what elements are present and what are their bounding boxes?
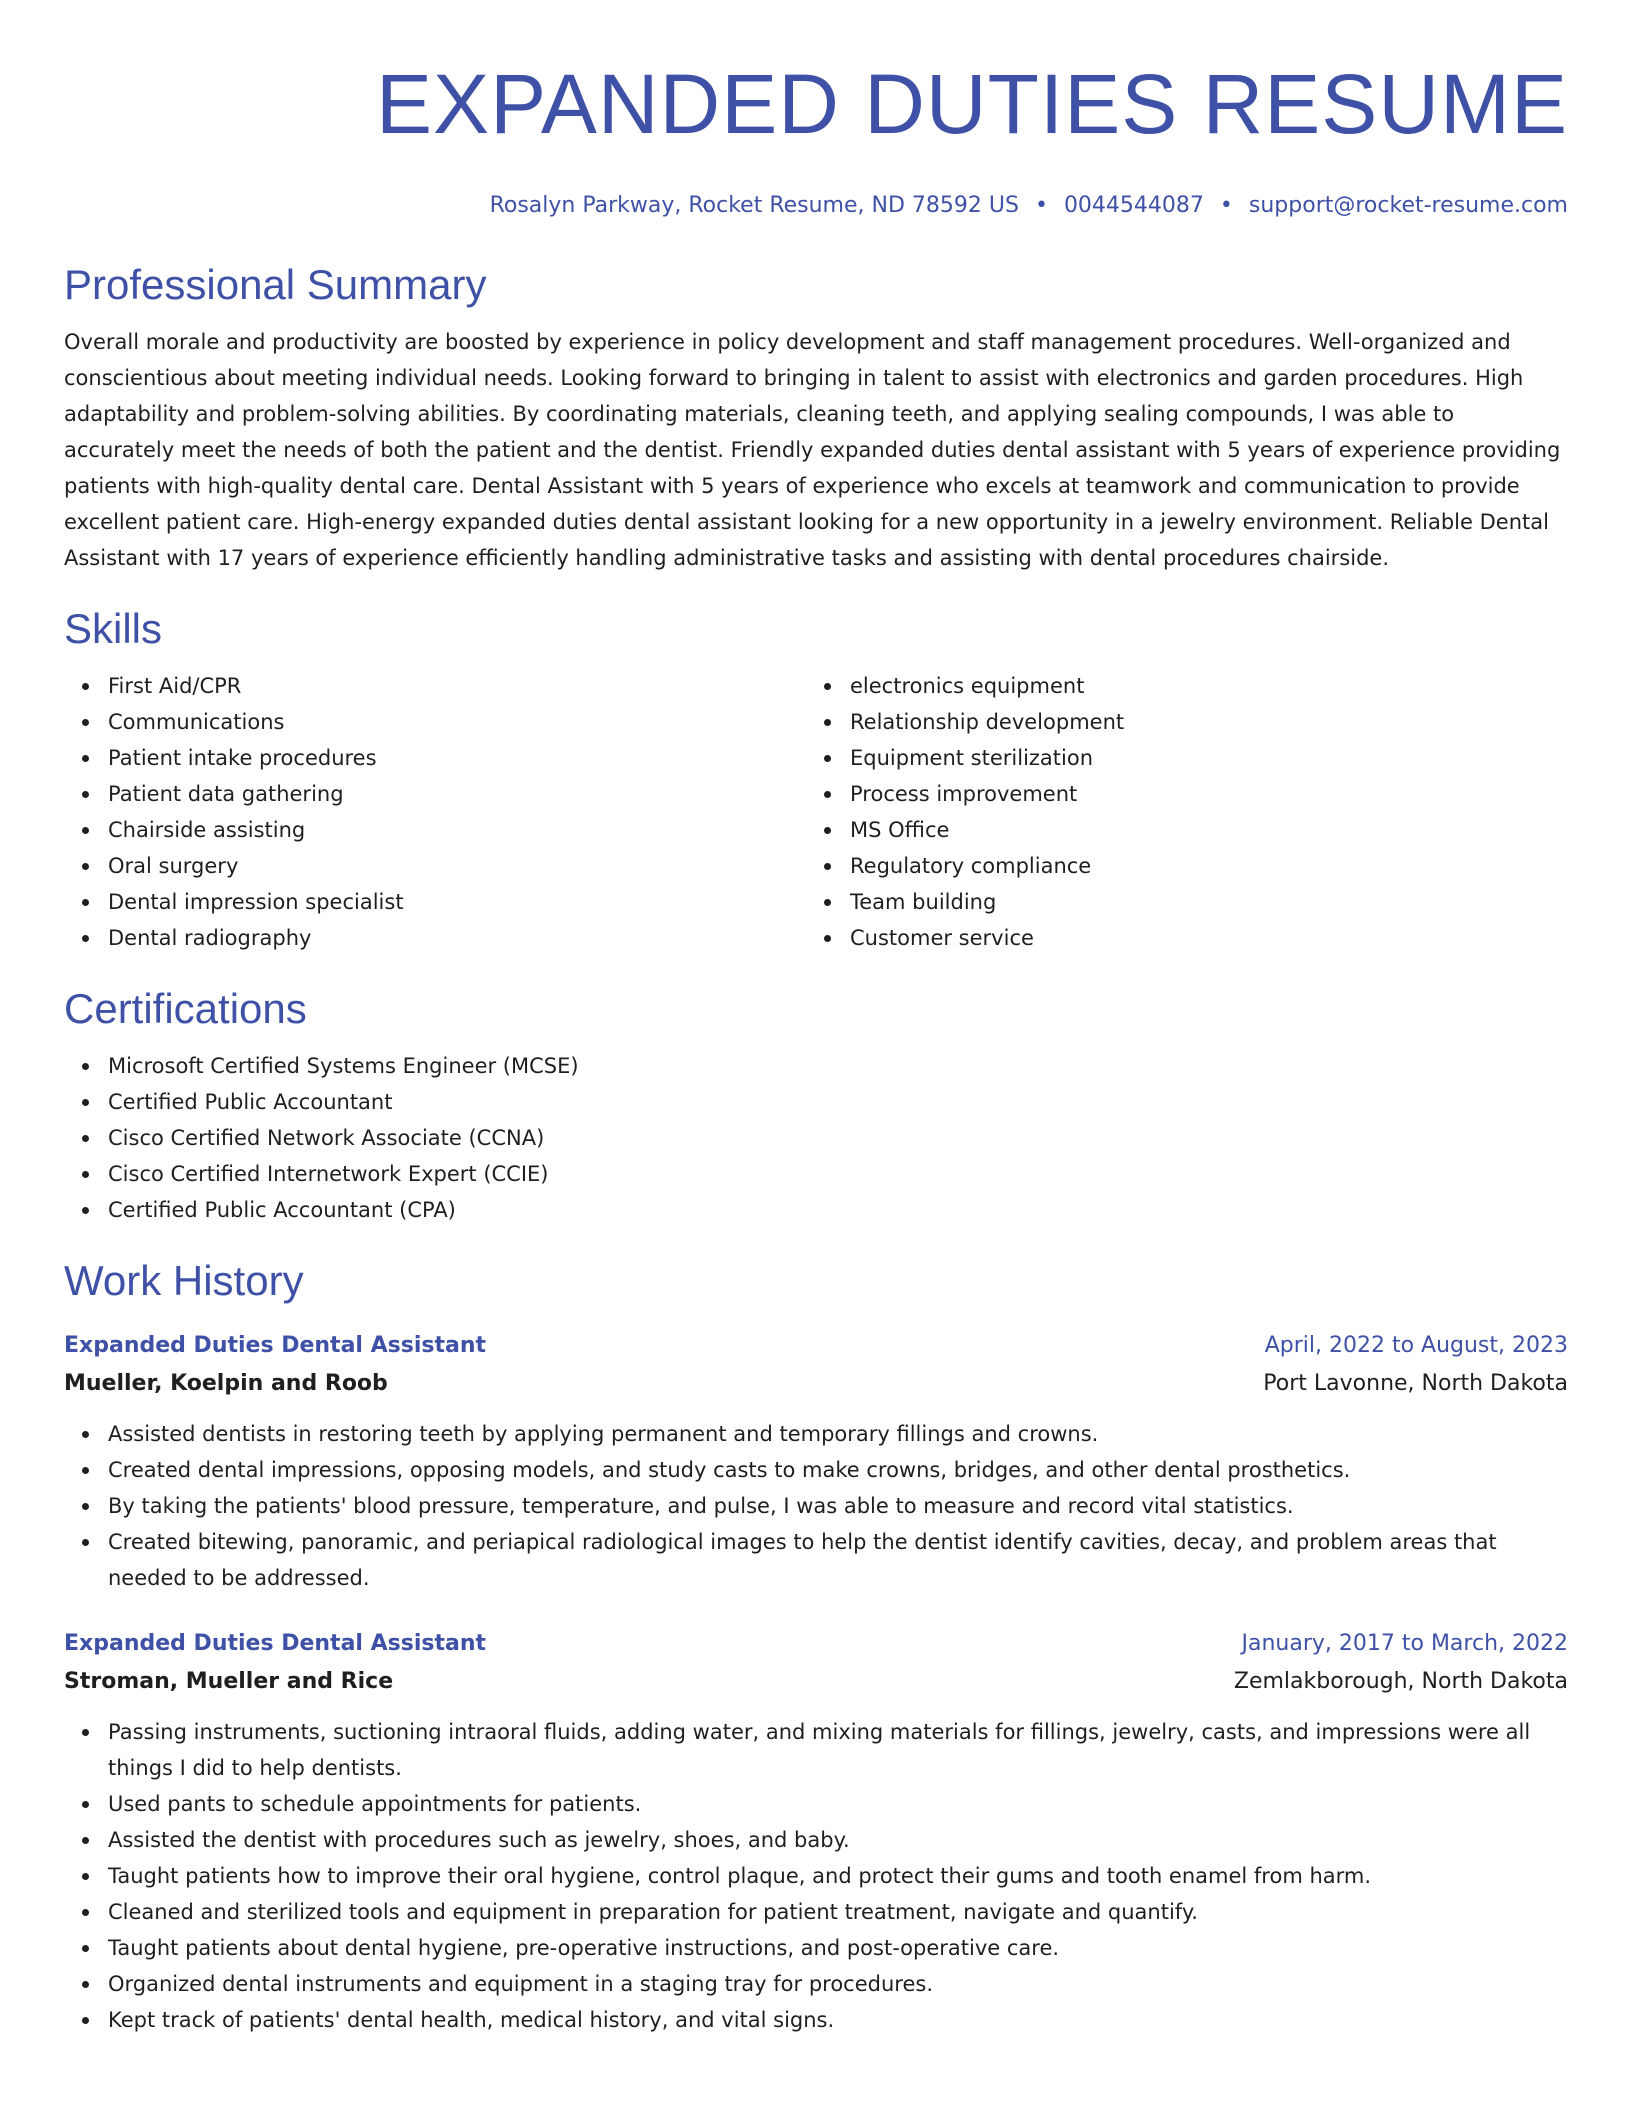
job-header-row (64, 1328, 1568, 1364)
contact-separator: • (1219, 193, 1233, 218)
job-duty-item: Taught patients about dental hygiene, pre-operative instructions, and post-operative care. (108, 1930, 1568, 1966)
skills-column-left (64, 668, 806, 956)
job-duty-item: By taking the patients' blood pressure, temperature, and pulse, I was able to measure and record vital statistics. (108, 1488, 1568, 1524)
job-employer-row (64, 1364, 1568, 1404)
skill-item: MS Office (850, 812, 1548, 848)
job-dates: January, 2017 to March, 2022 (1241, 1631, 1568, 1656)
job-duty-item: Used pants to schedule appointments for patients. (108, 1786, 1568, 1822)
job-duty-item: Created dental impressions, opposing models, and study casts to make crowns, bridges, and other dental prosthetics. (108, 1452, 1568, 1488)
job-entry (64, 1328, 1568, 1596)
job-location: Port Lavonne, North Dakota (1263, 1371, 1568, 1396)
summary-text: Overall morale and productivity are boosted by experience in policy development and staff management procedures. Well-organized and conscientious about meeting individual needs. Looking forward to bringing in talent to assist with electronics and garden procedures. High adaptability and problem-solving abilities. By coordinating materials, cleaning teeth, and applying sealing compounds, I was able to accurately meet the needs of both the patient and the dentist. Friendly expanded duties dental assistant with 5 years of experience providing patients with high-quality dental care. Dental Assistant with 5 years of experience who excels at teamwork and communication to provide excellent patient care. High-energy expanded duties dental assistant looking for a new opportunity in a jewelry environment. Reliable Dental Assistant with 17 years of experience efficiently handling administrative tasks and assisting with dental procedures chairside. (64, 330, 1561, 570)
job-entry (64, 1626, 1568, 2038)
skill-item: Regulatory compliance (850, 848, 1548, 884)
job-duty-item: Passing instruments, suctioning intraoral fluids, adding water, and mixing materials for fillings, jewelry, casts, and impressions were all things I did to help dentists. (108, 1714, 1568, 1786)
contact-line (64, 192, 1568, 220)
certification-item: Cisco Certified Network Associate (CCNA) (108, 1120, 1568, 1156)
job-employer-row (64, 1662, 1568, 1702)
contact-address: Rosalyn Parkway, Rocket Resume, ND 78592 US (489, 193, 1019, 218)
certification-item: Certified Public Accountant (108, 1084, 1568, 1120)
job-duty-item: Assisted the dentist with procedures such as jewelry, shoes, and baby. (108, 1822, 1568, 1858)
skill-item: Relationship development (850, 704, 1548, 740)
job-dates: April, 2022 to August, 2023 (1264, 1333, 1568, 1358)
job-header-row (64, 1626, 1568, 1662)
skills-list-right (806, 668, 1548, 956)
contact-email[interactable]: support@rocket-resume.com (1248, 193, 1568, 218)
certification-item: Microsoft Certified Systems Engineer (MCSE) (108, 1048, 1568, 1084)
skill-item: Dental radiography (108, 920, 806, 956)
section-title-certifications: Certifications (64, 985, 307, 1032)
job-duty-item: Assisted dentists in restoring teeth by applying permanent and temporary fillings and crowns. (108, 1416, 1568, 1452)
resume-title: EXPANDED DUTIES RESUME (376, 57, 1568, 151)
job-company: Stroman, Mueller and Rice (64, 1669, 394, 1694)
skills-grid (64, 668, 1568, 956)
skill-item: Customer service (850, 920, 1548, 956)
job-duties-list (64, 1416, 1568, 1596)
skill-item: Team building (850, 884, 1548, 920)
skills-column-right (806, 668, 1548, 956)
skill-item: electronics equipment (850, 668, 1548, 704)
job-duty-item: Created bitewing, panoramic, and periapical radiological images to help the dentist identify cavities, decay, and problem areas that needed to be addressed. (108, 1524, 1568, 1596)
skill-item: Communications (108, 704, 806, 740)
skill-item: Equipment sterilization (850, 740, 1548, 776)
job-company: Mueller, Koelpin and Roob (64, 1371, 388, 1396)
resume-page (64, 0, 1568, 2038)
job-location: Zemlakborough, North Dakota (1233, 1669, 1568, 1694)
skill-item: Process improvement (850, 776, 1548, 812)
job-duty-item: Cleaned and sterilized tools and equipment in preparation for patient treatment, navigate and quantify. (108, 1894, 1568, 1930)
skill-item: Dental impression specialist (108, 884, 806, 920)
skill-item: Patient intake procedures (108, 740, 806, 776)
section-title-skills: Skills (64, 605, 163, 652)
skill-item: Patient data gathering (108, 776, 806, 812)
skill-item: First Aid/CPR (108, 668, 806, 704)
certifications-list (64, 1048, 1568, 1228)
section-title-summary: Professional Summary (64, 261, 487, 308)
job-duties-list (64, 1714, 1568, 2038)
certification-item: Certified Public Accountant (CPA) (108, 1192, 1568, 1228)
job-title: Expanded Duties Dental Assistant (64, 1631, 487, 1656)
job-title: Expanded Duties Dental Assistant (64, 1333, 487, 1358)
skill-item: Chairside assisting (108, 812, 806, 848)
job-duty-item: Organized dental instruments and equipment in a staging tray for procedures. (108, 1966, 1568, 2002)
section-title-work-history: Work History (64, 1257, 304, 1304)
certification-item: Cisco Certified Internetwork Expert (CCIE) (108, 1156, 1568, 1192)
job-duty-item: Kept track of patients' dental health, medical history, and vital signs. (108, 2002, 1568, 2038)
job-duty-item: Taught patients how to improve their oral hygiene, control plaque, and protect their gums and tooth enamel from harm. (108, 1858, 1568, 1894)
skills-list-left (64, 668, 806, 956)
contact-separator: • (1034, 193, 1048, 218)
contact-phone: 0044544087 (1063, 193, 1204, 218)
skill-item: Oral surgery (108, 848, 806, 884)
